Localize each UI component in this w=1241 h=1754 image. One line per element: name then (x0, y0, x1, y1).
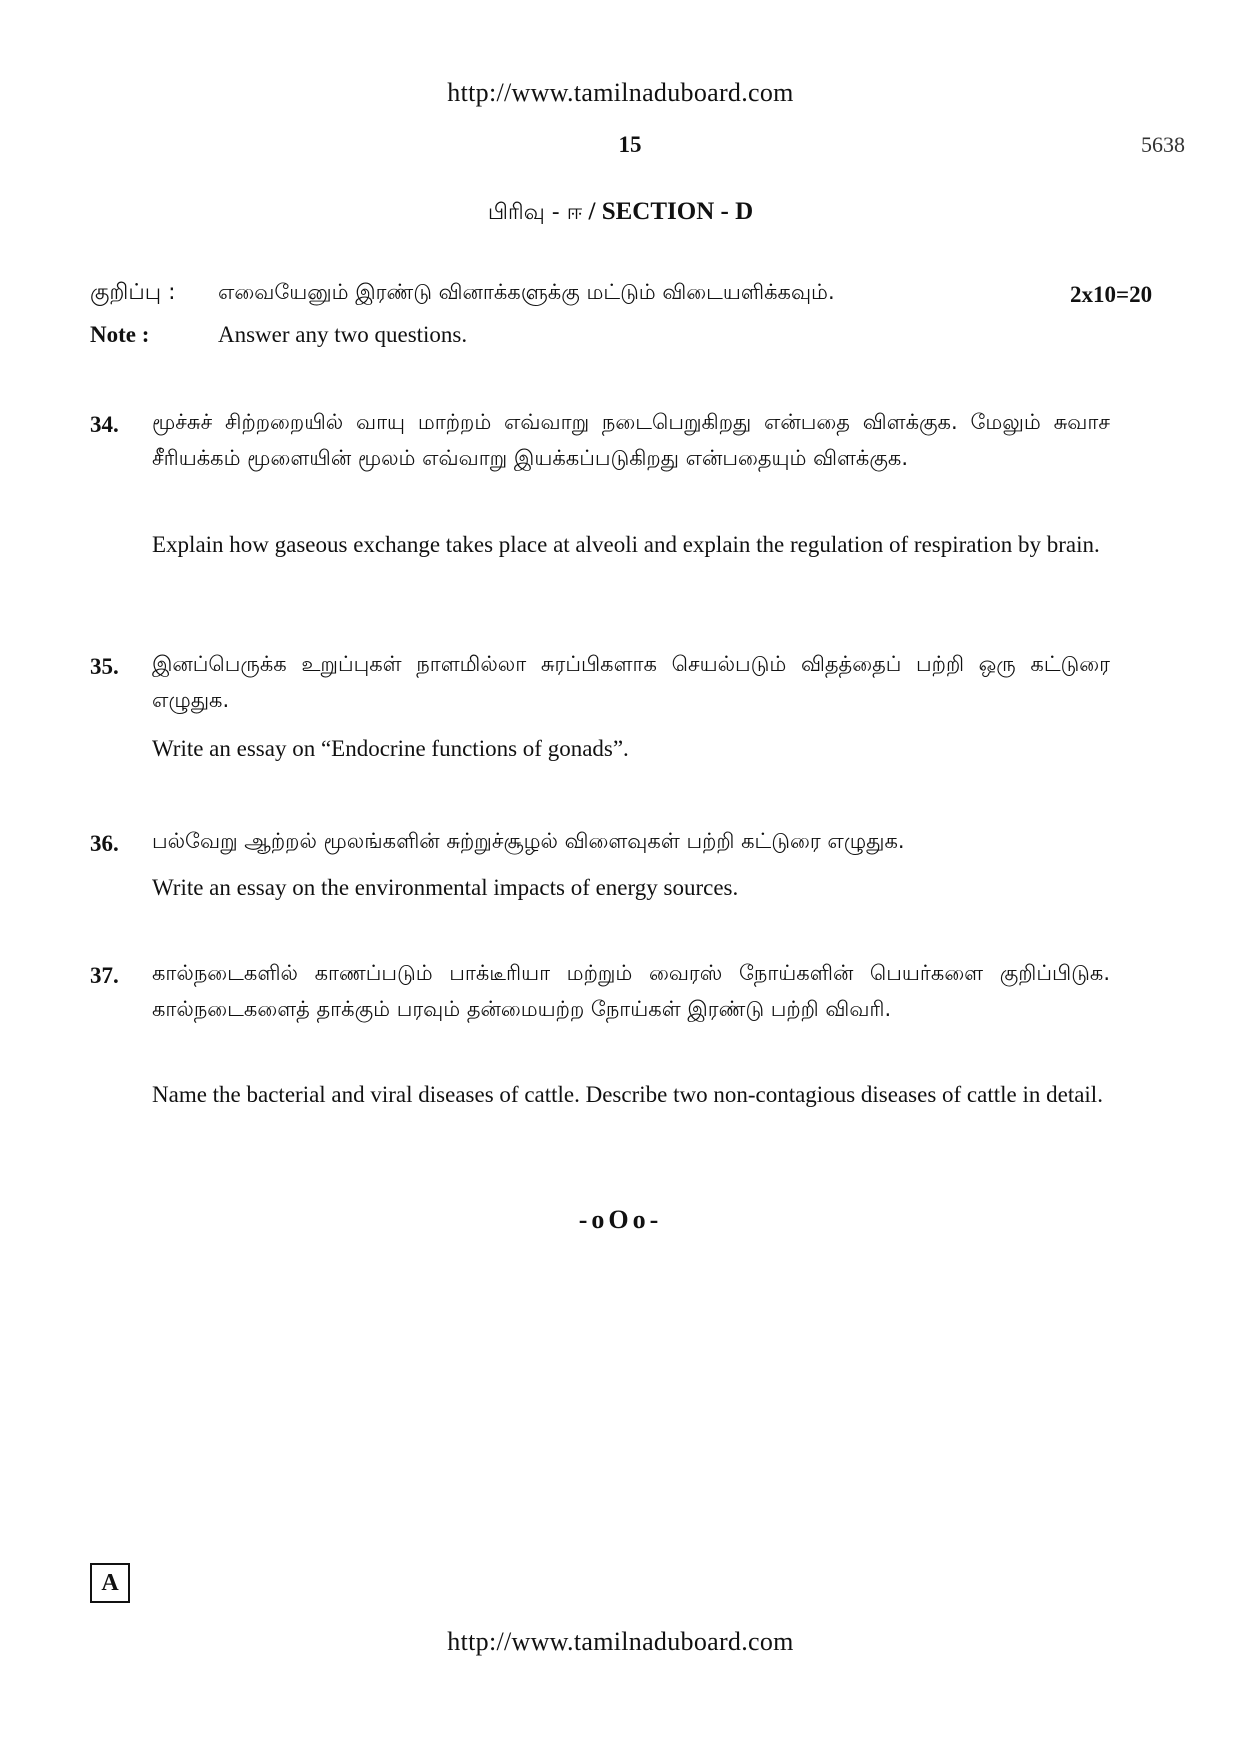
booklet-letter-box: A (90, 1563, 130, 1603)
question-34-tamil: மூச்சுச் சிற்றறையில் வாயு மாற்றம் எவ்வாறு நடைபெறுகிறது என்பதை விளக்குக. மேலும் சுவாச சீரியக்கம் மூளையின் மூலம் எவ்வாறு இயக்கப்படுகிறது என்பதையும் விளக்குக. (152, 410, 1110, 470)
note-tamil-label: குறிப்பு : (90, 280, 176, 305)
marks-allocation: 2x10=20 (1070, 282, 1153, 307)
question-35-english: Write an essay on “Endocrine functions of gonads”. (152, 736, 629, 761)
question-35-tamil: இனப்பெருக்க உறுப்புகள் நாளமில்லா சுரப்பிகளாக செயல்படும் விதத்தைப் பற்றி ஒரு கட்டுரை எழுதுக. (152, 652, 1110, 712)
question-36-number: 36. (90, 831, 119, 856)
end-mark: -oOo- (578, 1205, 663, 1234)
note-english-label: Note : (90, 322, 150, 347)
question-37-english: Name the bacterial and viral diseases of cattle. Describe two non-contagious diseases of cattle in detail. (152, 1082, 1103, 1107)
question-34-english: Explain how gaseous exchange takes place at alveoli and explain the regulation of respiration by brain. (152, 532, 1100, 557)
section-heading-separator: / (582, 198, 602, 225)
question-35-number: 35. (90, 654, 119, 679)
footer-url: http://www.tamilnaduboard.com (447, 1627, 794, 1656)
question-36-english: Write an essay on the environmental impacts of energy sources. (152, 875, 739, 900)
note-english-text: Answer any two questions. (218, 322, 468, 347)
question-37-number: 37. (90, 963, 119, 988)
note-tamil-text: எவையேனும் இரண்டு வினாக்களுக்கு மட்டும் விடையளிக்கவும். (218, 280, 835, 304)
page-number: 15 (618, 132, 642, 157)
header-url: http://www.tamilnaduboard.com (447, 78, 794, 107)
section-heading (0, 198, 1241, 228)
section-heading-english: SECTION - D (601, 198, 754, 225)
question-34-number: 34. (90, 412, 119, 437)
question-37-tamil: கால்நடைகளில் காணப்படும் பாக்டீரியா மற்றும் வைரஸ் நோய்களின் பெயர்களை குறிப்பிடுக. கால்நடைகளைத் தாக்கும் பரவும் தன்மையற்ற நோய்கள் இரண்டு பற்றி விவரி. (152, 961, 1110, 1021)
section-heading-tamil: பிரிவு - ஈ (487, 200, 583, 225)
paper-code: 5638 (1141, 132, 1185, 157)
question-36-tamil: பல்வேறு ஆற்றல் மூலங்களின் சுற்றுச்சூழல் விளைவுகள் பற்றி கட்டுரை எழுதுக. (152, 829, 905, 853)
